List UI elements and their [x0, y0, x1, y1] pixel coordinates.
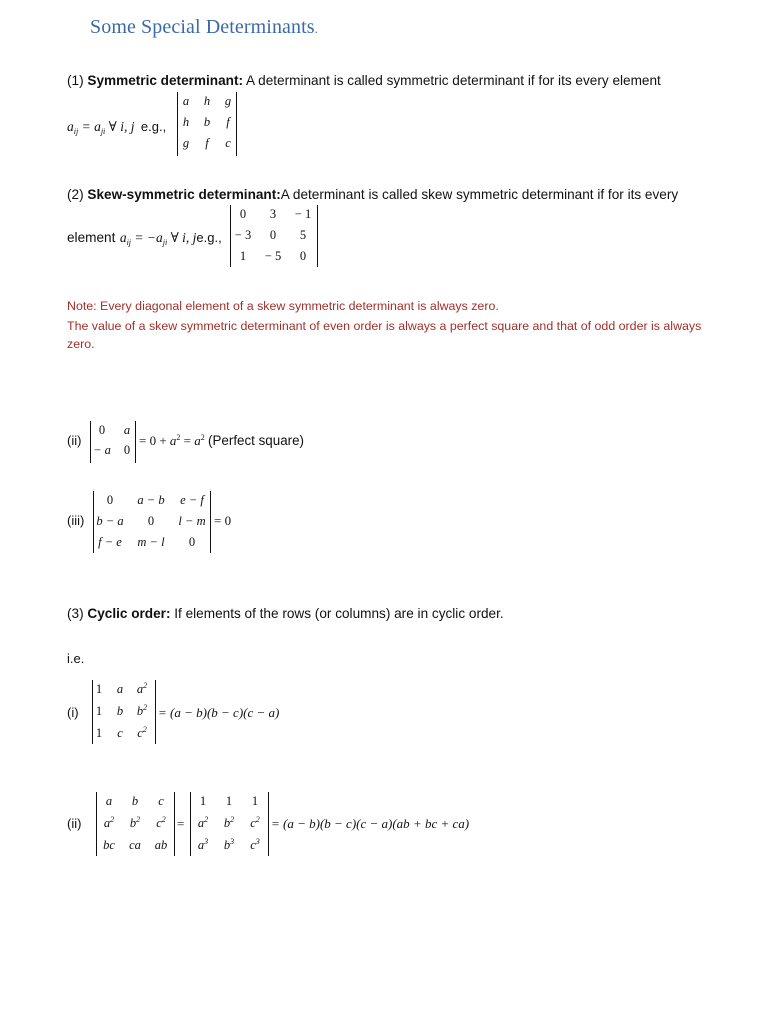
example-ii-label: (ii)	[67, 433, 82, 448]
note-line-3: zero.	[67, 337, 95, 351]
skew-paragraph: (2) Skew-symmetric determinant:A determinant is called skew symmetric determinant if for its every	[67, 187, 679, 202]
skew-heading: Skew-symmetric determinant:	[87, 187, 281, 202]
cyclic-i-matrix: 1 a $a^2$ 1 b $b^2$ 1 c $c^2$	[92, 680, 156, 744]
note-line-2: The value of a skew symmetric determinant of even order is always a perfect square and that of odd order is always	[67, 319, 702, 333]
symmetric-matrix: a h g h b f g f c	[177, 92, 237, 156]
example-ii-result: = $0 + a^2 = a^2$ (Perfect square)	[139, 433, 305, 448]
skew-condition: element $a_{ij} = -a_{ji}$ ∀ i, je.g.,	[67, 230, 222, 247]
symmetric-condition: $a_{ij} = a_{ji}$ ∀ i, j e.g.,	[67, 119, 167, 136]
cyclic-i-result: = (a − b)(b − c)(c − a)	[158, 705, 280, 720]
cyclic-ii-equals: =	[177, 816, 185, 831]
example-iii-matrix: 0 a − b e − f b − a 0 l − m f − e m − l 0	[93, 491, 211, 553]
symmetric-paragraph: (1) Symmetric determinant: A determinant is called symmetric determinant if for its every element	[67, 73, 661, 88]
cyclic-ii-matrix-left: a b c $a^2$ $b^2$ $c^2$ bc ca ab	[96, 792, 175, 856]
note-line-1: Note: Every diagonal element of a skew symmetric determinant is always zero.	[67, 299, 499, 313]
cyclic-heading: Cyclic order:	[87, 606, 171, 621]
cyclic-ii-label: (ii)	[67, 816, 82, 831]
cyclic-ii-matrix-right: 1 1 1 $a^2$ $b^2$ $c^2$ $a^3$ $b^3$ $c^3$	[190, 792, 269, 856]
symmetric-heading: Symmetric determinant:	[87, 73, 244, 88]
cyclic-ie: i.e.	[67, 651, 85, 666]
cyclic-paragraph: (3) Cyclic order: If elements of the rows (or columns) are in cyclic order.	[67, 606, 504, 621]
example-ii-matrix: 0 a − a 0	[90, 421, 136, 463]
example-iii-label: (iii)	[67, 513, 85, 528]
page-title: Some Special Determinants.	[90, 16, 319, 38]
cyclic-i-label: (i)	[67, 705, 79, 720]
example-iii-result: = 0	[214, 513, 232, 528]
skew-matrix: 0 3 − 1 − 3 0 5 1 − 5 0	[230, 205, 318, 267]
cyclic-ii-result: = (a − b)(b − c)(c − a)(ab + bc + ca)	[271, 816, 470, 831]
